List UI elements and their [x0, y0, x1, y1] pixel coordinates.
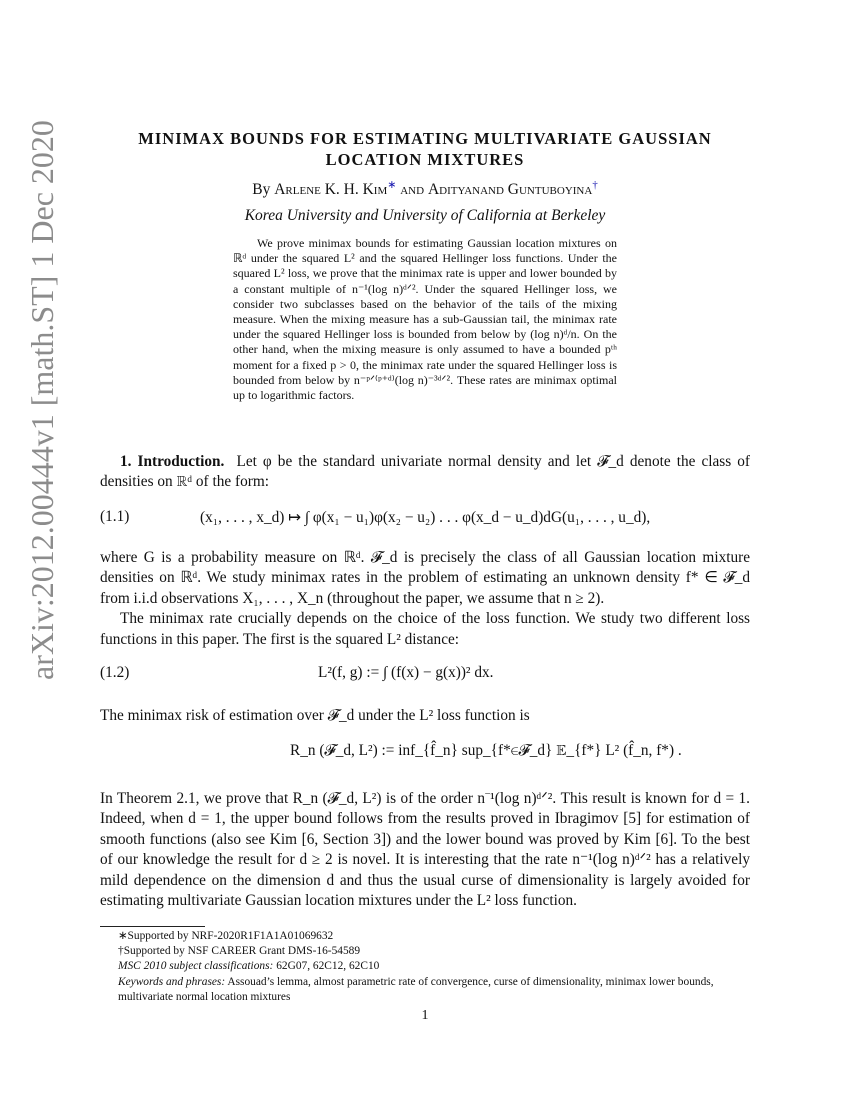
equation-body: (x₁, . . . , x_d) ↦ ∫ φ(x₁ − u₁)φ(x₂ − u₂) . . . φ(x_d − u_d)dG(u₁, . . . , u_d),: [200, 509, 651, 526]
msc-label: MSC 2010 subject classifications:: [118, 960, 274, 973]
equation-1-2: [100, 664, 750, 688]
page-number: 1: [421, 1008, 429, 1023]
intro-text-3: The minimax rate crucially depends on the choice of the loss function. We study two different loss functions in this paper. The first is the squared L² distance:: [100, 610, 750, 648]
section-heading: 1. Introduction.: [120, 453, 225, 470]
footnote-1: ∗Supported by NRF-2020R1F1A1A01069632: [118, 930, 334, 942]
equation-number: (1.2): [100, 664, 130, 681]
footnote-2: †Supported by NSF CAREER Grant DMS-16-54589: [118, 945, 361, 958]
footnote-rule: [100, 926, 205, 927]
intro-text-4: The minimax risk of estimation over 𝓕_d under the L² loss function is: [100, 707, 530, 724]
footnote-msc: [100, 959, 750, 974]
affiliation: Korea University and University of California at Berkeley: [244, 207, 606, 224]
by-label: By: [252, 181, 271, 198]
author-1: Arlene K. H. Kim: [274, 181, 388, 198]
msc-codes: 62G07, 62C12, 62C10: [276, 960, 380, 973]
equation-1-1: [100, 508, 750, 532]
equation-number: (1.1): [100, 508, 130, 525]
intro-text-2: where G is a probability measure on ℝᵈ. 𝓕_d is precisely the class of all Gaussian location mixture densities on ℝᵈ. We study minimax rates in the problem of estimating an unknown density f* ∈ 𝓕_d from i.i.d observations X₁, . . . , X_n (throughout the paper, we assume that n ≥ 2).: [100, 549, 750, 607]
intro-paragraph-4: [100, 789, 750, 911]
footnotes: [100, 929, 750, 1005]
author-2: Adityanand Guntuboyina: [427, 181, 593, 198]
equation-body: R_n (𝓕_d, L²) := inf_{f̂_n} sup_{f*∈𝓕_d} 𝔼_{f*} L² (f̂_n, f*) .: [290, 742, 682, 759]
author-2-footnote-link[interactable]: †: [592, 178, 598, 191]
abstract-text: We prove minimax bounds for estimating Gaussian location mixtures on ℝᵈ under the squared L² and the squared Hellinger loss functions. Under the squared L² loss, we prove that the minimax rate is upper and lower bounded by a constant multiple of n⁻¹(log n)ᵈᐟ². Under the squared Hellinger loss, we consider two subclasses based on the behavior of the tails of the mixing measure. When the mixing measure has a sub-Gaussian tail, the minimax rate under the squared Hellinger loss is bounded from below by (log n)ᵈ/n. On the other hand, when the mixing measure is only assumed to have a bounded pᵗʰ moment for a fixed p > 0, the minimax rate under the squared Hellinger loss is bounded from below by n⁻ᵖᐟ⁽ᵖ⁺ᵈ⁾(log n)⁻³ᵈᐟ². These rates are minimax optimal up to logarithmic factors.: [233, 236, 617, 403]
footnote-keywords: [100, 975, 750, 1005]
title-line-2: LOCATION MIXTURES: [325, 150, 525, 169]
author-1-footnote-link[interactable]: ∗: [387, 178, 397, 191]
keywords-label: Keywords and phrases:: [118, 975, 226, 988]
intro-paragraph-2: [100, 548, 750, 650]
intro-paragraph-3: [100, 706, 750, 726]
intro-text-1: Let φ be the standard univariate normal density and let 𝓕_d denote the class of densities on ℝᵈ of the form:: [100, 453, 750, 491]
author-line: [100, 180, 750, 200]
equation-risk: [100, 742, 750, 766]
keywords-text: Assouad’s lemma, almost parametric rate of convergence, curse of dimensionality, minimax lower bounds, multivariate normal location mixtures: [118, 975, 714, 1003]
equation-body: L²(f, g) := ∫ (f(x) − g(x))² dx.: [318, 664, 494, 681]
intro-paragraph-1: [100, 452, 750, 493]
intro-text-5: In Theorem 2.1, we prove that R_n (𝓕_d, L²) is of the order n⁻¹(log n)ᵈᐟ². This result is known for d = 1. Indeed, when d = 1, the upper bound follows from the results proved in Ibragimov [5] for estimation of smooth functions (also see Kim [6, Section 3]) and the lower bound was proved by Kim [6]. To the best of our knowledge the result for d ≥ 2 is novel. It is interesting that the rate n⁻¹(log n)ᵈᐟ² has a relatively mild dependence on the dimension d and thus the usual curse of dimensionality is largely avoided for estimating multivariate Gaussian location mixtures under the L² loss function.: [100, 790, 750, 910]
arxiv-sidebar-stamp: arXiv:2012.00444v1 [math.ST] 1 Dec 2020: [24, 120, 60, 680]
paper-title: [100, 128, 750, 170]
abstract: [233, 236, 617, 403]
and-label: and: [400, 181, 425, 198]
title-line-1: MINIMAX BOUNDS FOR ESTIMATING MULTIVARIATE GAUSSIAN: [138, 129, 712, 148]
